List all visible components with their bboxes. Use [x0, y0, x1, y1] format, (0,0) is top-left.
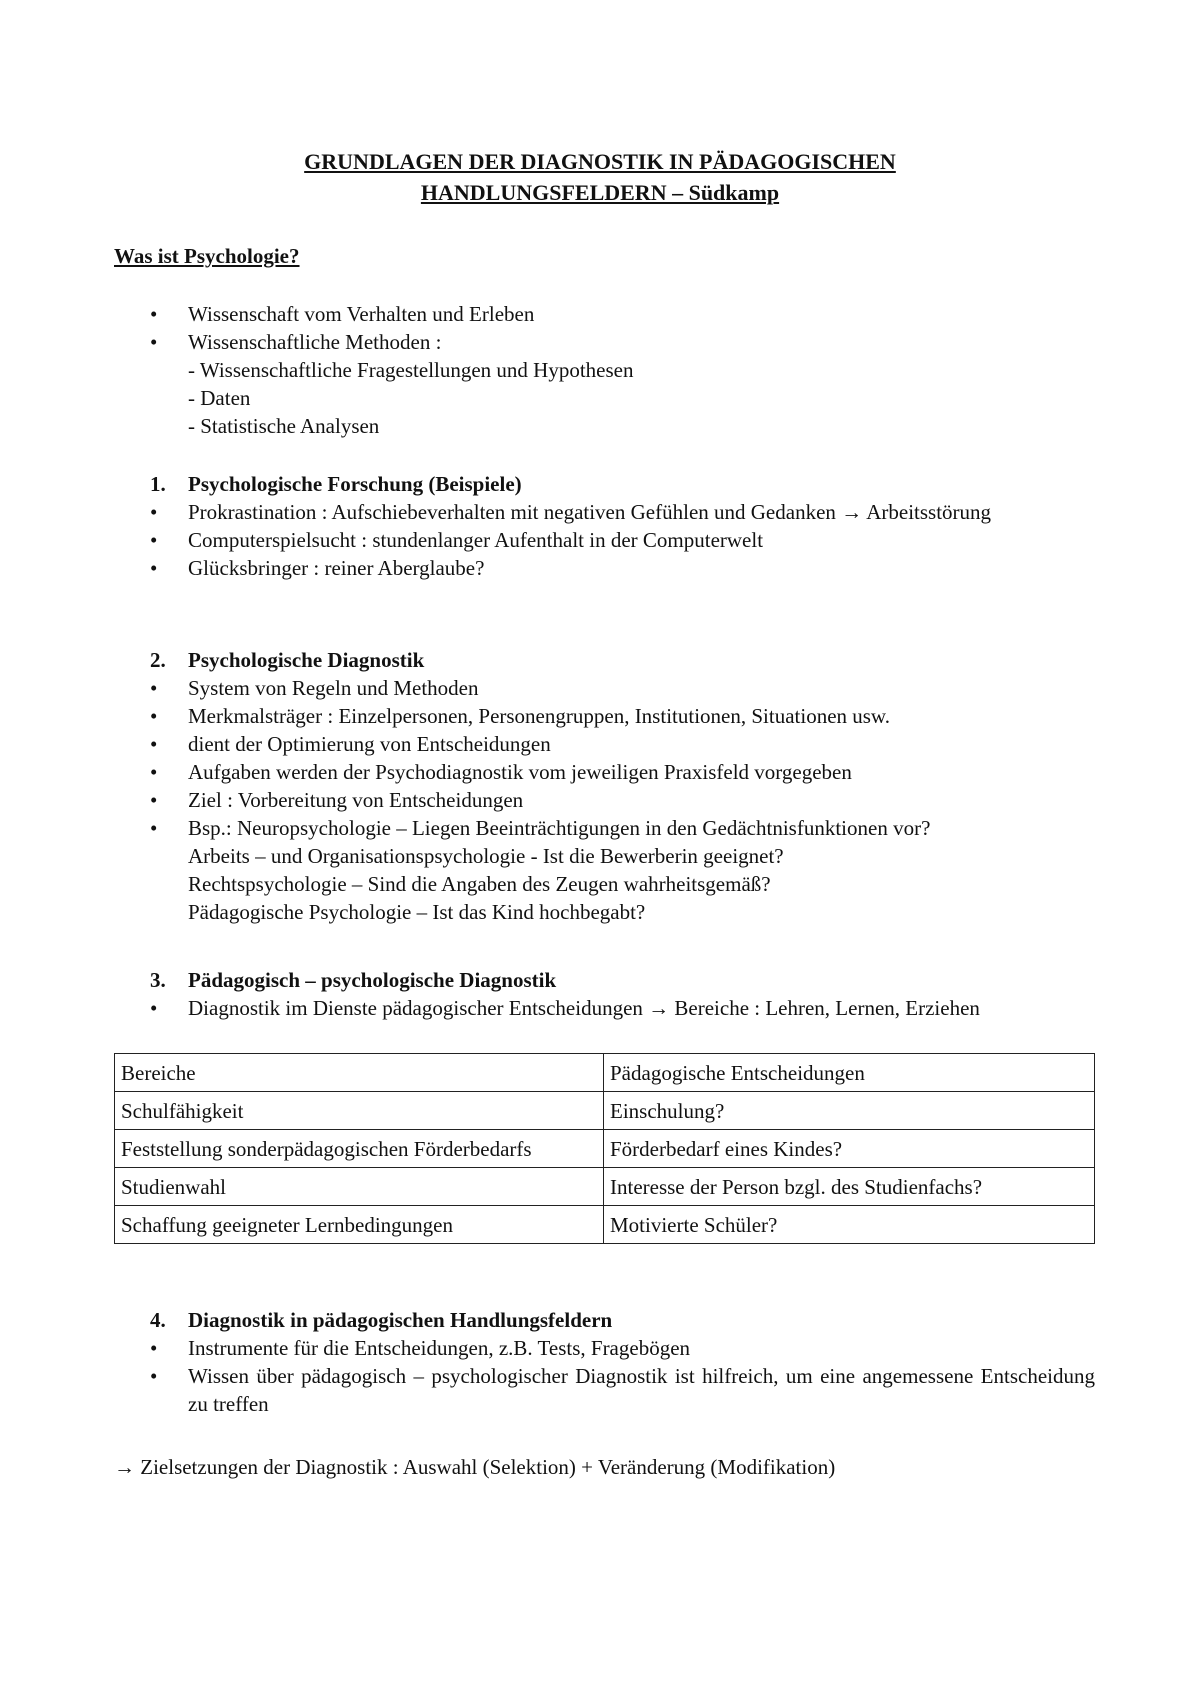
table-header-cell: Bereiche: [115, 1054, 604, 1092]
section-1-title: 1. Psychologische Forschung (Beispiele): [150, 472, 522, 496]
section-1: [114, 470, 1095, 582]
section-3: [114, 966, 1095, 1022]
list-item: • Merkmalsträger : Einzelpersonen, Personengruppen, Institutionen, Situationen usw.: [150, 704, 890, 728]
table-header-row: [115, 1054, 1095, 1092]
table-cell: Einschulung?: [604, 1092, 1095, 1130]
bullet-icon: •: [150, 996, 158, 1020]
list-item: • Wissen über pädagogisch – psychologischer Diagnostik ist hilfreich, um eine angemessene Entscheidung zu treffen: [150, 1364, 1095, 1416]
intro-list: [114, 300, 1095, 440]
bullet-icon: •: [150, 528, 158, 552]
table-cell: Schaffung geeigneter Lernbedingungen: [115, 1206, 604, 1244]
list-item: • Diagnostik im Dienste pädagogischer Entscheidungen → Bereiche : Lehren, Lernen, Erziehen: [150, 996, 980, 1020]
list-item: • Instrumente für die Entscheidungen, z.B. Tests, Fragebögen: [150, 1336, 691, 1360]
bullet-icon: •: [150, 788, 158, 812]
bullet-icon: •: [150, 1336, 158, 1360]
sub-item: - Statistische Analysen: [188, 414, 380, 438]
list-item: • Glücksbringer : reiner Aberglaube?: [150, 556, 485, 580]
section-4-title: 4. Diagnostik in pädagogischen Handlungsfeldern: [150, 1308, 613, 1332]
section-heading: Was ist Psychologie?: [114, 244, 300, 268]
example-line: Arbeits – und Organisationspsychologie - Ist die Bewerberin geeignet?: [188, 844, 784, 868]
table-cell: Schulfähigkeit: [115, 1092, 604, 1130]
table-cell: Studienwahl: [115, 1168, 604, 1206]
list-item: • System von Regeln und Methoden: [150, 676, 479, 700]
conclusion-line: → Zielsetzungen der Diagnostik : Auswahl (Selektion) + Veränderung (Modifikation): [114, 1455, 836, 1479]
list-item: • dient der Optimierung von Entscheidungen: [150, 732, 551, 756]
bullet-icon: •: [150, 302, 158, 326]
table-row: [115, 1206, 1095, 1244]
list-item: • Prokrastination : Aufschiebeverhalten mit negativen Gefühlen und Gedanken → Arbeitsstörung: [150, 500, 992, 524]
table-cell: Feststellung sonderpädagogischen Förderbedarfs: [115, 1130, 604, 1168]
section-4: [114, 1306, 1095, 1418]
sub-item: - Wissenschaftliche Fragestellungen und Hypothesen: [188, 358, 634, 382]
example-line: Pädagogische Psychologie – Ist das Kind hochbegabt?: [188, 900, 646, 924]
document-title: [0, 146, 1200, 208]
title-line-1: GRUNDLAGEN DER DIAGNOSTIK IN PÄDAGOGISCHEN: [304, 149, 896, 174]
list-item: • Computerspielsucht : stundenlanger Aufenthalt in der Computerwelt: [150, 528, 764, 552]
decisions-table: [114, 1053, 1095, 1244]
list-item: • Ziel : Vorbereitung von Entscheidungen: [150, 788, 524, 812]
bullet-icon: •: [150, 500, 158, 524]
section-3-title: 3. Pädagogisch – psychologische Diagnostik: [150, 968, 557, 992]
title-line-2: HANDLUNGSFELDERN – Südkamp: [420, 180, 780, 205]
section-2: [114, 646, 1095, 926]
bullet-icon: •: [150, 330, 158, 354]
table-cell: Interesse der Person bzgl. des Studienfachs?: [604, 1168, 1095, 1206]
bullet-icon: •: [150, 676, 158, 700]
bullet-icon: •: [150, 556, 158, 580]
list-item-examples: [114, 814, 1095, 926]
table-cell: Förderbedarf eines Kindes?: [604, 1130, 1095, 1168]
example-line: Bsp.: Neuropsychologie – Liegen Beeinträchtigungen in den Gedächtnisfunktionen vor?: [188, 816, 931, 840]
bullet-icon: •: [150, 1364, 158, 1388]
example-line: Rechtspsychologie – Sind die Angaben des Zeugen wahrheitsgemäß?: [188, 872, 771, 896]
list-item: • Wissenschaftliche Methoden : - Wissenschaftliche Fragestellungen und Hypothesen - Daten - Statistische Analysen: [114, 328, 1095, 440]
table-header-cell: Pädagogische Entscheidungen: [604, 1054, 1095, 1092]
bullet-icon: •: [150, 732, 158, 756]
table-row: [115, 1092, 1095, 1130]
table-cell: Motivierte Schüler?: [604, 1206, 1095, 1244]
bullet-icon: •: [150, 816, 158, 840]
table-row: [115, 1168, 1095, 1206]
section-2-title: 2. Psychologische Diagnostik: [150, 648, 425, 672]
bullet-icon: •: [150, 704, 158, 728]
sub-item: - Daten: [188, 386, 251, 410]
list-item: • Aufgaben werden der Psychodiagnostik vom jeweiligen Praxisfeld vorgegeben: [150, 760, 852, 784]
table-row: [115, 1130, 1095, 1168]
list-item: • Wissenschaft vom Verhalten und Erleben: [150, 302, 535, 326]
bullet-icon: •: [150, 760, 158, 784]
